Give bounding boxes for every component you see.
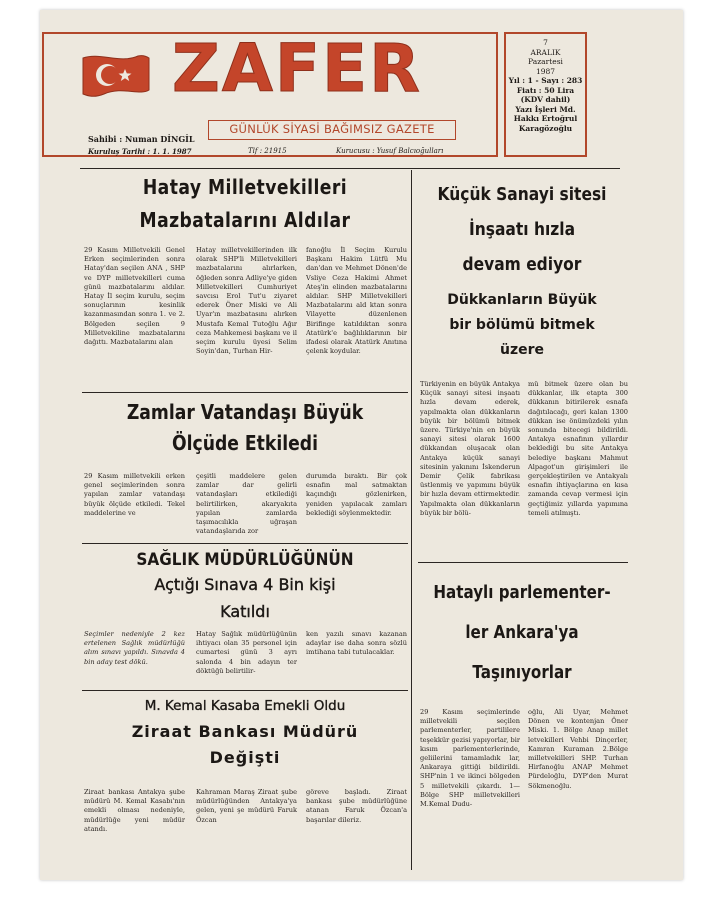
column-divider [411,170,412,870]
founder-line: Kurucusu : Yusuf Balcıoğulları [336,147,444,155]
issue-price: Fiatı : 50 Lira [516,85,575,95]
ziraat-headline-1: M. Kemal Kasaba Emekli Oldu [144,698,346,714]
saglik-headline-3: Katıldı [220,602,270,621]
parlementer-headline-3: Taşınıyorlar [472,662,572,683]
issue-vat: (KDV dahil) [520,95,571,104]
owner-line: Sahibi : Numan DİNGİL [88,134,195,144]
parlementer-headline-1: Hataylı parlementer- [433,582,611,603]
sanayi-subheadline-1: Dükkanların Büyük [447,292,597,308]
ziraat-column-3: göreve başladı. Ziraat bankası şube müdürlüğüne atanan Faruk Özcan'a başarılar dileriz. [306,788,407,824]
sanayi-column-2: mü bitmek üzere olan bu dükkanlar, ilk etapta 300 dükkanın bitirilerek esnafa dağıtılacağı, geri kalan 1300 dükkan ise önümüzdeki yılın sonunda bitecegi bildirildi. Antakya esnafının yıllardır beklediği bu site Antakya belediye başkanı Mahmut Alpagot'un girişimleri ile gerçekleştirilen ve Antakyalı esnafın ihtiyaçlarına en kısa zamanda cevap vermesi için geçtiğimiz yıllarda yapımına temeli atılmıştı. [528,380,628,517]
editor-name-2: Karagözoğlu [518,123,573,133]
hatay-headline-1: Hatay Milletvekilleri [142,175,348,199]
saglik-headline-1: SAĞLIK MÜDÜRLÜĞÜNÜN [136,550,354,570]
zamlar-headline-2: Ölçüde Etkiledi [171,431,318,455]
editor-title: Yazı İşleri Md. [515,104,576,114]
parlementer-column-2: oğlu, Ali Uyar, Mehmet Dönen ve kontenjan Öner Miski. 1. Bölge Anap millet letvekilleri Vehbi Dinçerler, Kamran Kuraman 2.Bölge milletvekilleri SHP. Turhan Hirfanoğlu ANAP Mehmet Pürdeloğlu, DYP'den Murat Sökmenoğlu. [528,708,628,790]
saglik-column-2: Hatay Sağlık müdürlüğünün ihtiyacı olan 35 personel için cumartesi günü 3 ayrı salonda 4 bin adayın ter döktüğü belirtilir- [196,630,297,675]
turkish-flag-icon [80,50,152,102]
divider-parlementer [418,562,628,563]
sanayi-headline-3: devam ediyor [462,254,582,275]
hatay-headline-2: Mazbatalarını Aldılar [139,208,351,232]
divider-ziraat [82,690,408,691]
ziraat-headline-2: Ziraat Bankası Müdürü [131,722,359,741]
sanayi-column-1: Türkiyenin en büyük Antakya Küçük sanayi sitesi inşaatı hızla devam ederek, yapılmakta olan dükkanların büyük bir bölümü bitmek üzere. Türkiye'nin en büyük sanayi sitesi olarak 1600 dükkandan oluşacak olan Antakya küçük sanayi sitesinin yakınını İskenderun Demir Çelik fabrikası üstlenmiş ve yapımını büyük bir hızla devam ettirmektedir. Yapılmakta olan dükkanların büyük bir bölü- [420,380,520,517]
hatay-column-1: 29 Kasım Milletvekili Genel Erken seçimlerinden sonra Hatay'dan seçilen ANA , SHP ve DYP milletvekilleri cuma günü mazbatalarını aldılar. Hatay İl seçim kurulu, seçim sonuçlarının kesinlik kazanmasından sonra 1. ve 2. Bölgeden seçilen 9 Milletvekiline mazbatalarını dağıttı. Mazbatalarını alan [84,246,185,347]
zamlar-column-2: çeşitli maddelere gelen zamlar dar gelirli vatandaşları etkilediği belirtilirken, akaryakıta yapılan zamlarda taşımacılıkla uğraşan vatandaşlarıda zor [196,472,297,536]
founded-line: Kuruluş Tarihi : 1. 1. 1987 [88,147,192,156]
saglik-column-1: Seçimler nedeniyle 2 kez ertelenen Sağlık müdürlüğü alım sınavı yapıldı. Sınavda 4 bin aday test dökü. [84,630,185,666]
issue-month: ARALIK [530,47,561,57]
sanayi-subheadline-2: bir bölümü bitmek [449,317,595,333]
sanayi-headline-1: Küçük Sanayi sitesi [437,184,607,205]
divider-saglik [82,543,408,544]
issue-weekday: Pazartesi [528,57,563,66]
parlementer-column-1: 29 Kasım seçimlerinde milletvekili seçilen parlementerler, partililere teşekkür gezisi yapıyorlar, bir kısım parlementerlerinde, geliilerini tamamladık lar, Ankaraya gittiği bildirildi. SHP'nin 1 ve ikinci bölgeden 5 milletvekili çıkardı. 1—Bölge SHP milletvekilleri M.Kemal Dudu- [420,708,520,809]
parlementer-headline-2: ler Ankara'ya [465,622,579,643]
masthead-divider [80,168,620,169]
hatay-column-2: Hatay milletvekillerinden ilk olarak SHP'li Milletvekilleri mazbatalarını alırlarken, öğleden sonra Adliye'ye giden Milletvekilleri Cumhuriyet savcısı Erol Tut'u ziyaret ederek Öner Miski ve Ali Uyar'ın mazbatasını alırken Mustafa Kemal Tutoğlu Ağır ceza Mahkemesi başkanı ve il seçim kurulu üyesi Selim Soyin'dan, Turhan Hir- [196,246,297,356]
zamlar-column-3: durumda bıraktı. Bir çok esnafın mal satmaktan kaçındığı gözlenirken, yeniden yapılacak zamları beklediği söylenmektedir. [306,472,407,517]
editor-name-1: Hakkı Ertoğrul [513,114,578,123]
ziraat-column-1: Ziraat bankası Antakya şube müdürü M. Kemal Kasabı'nın emekli olması nedeniyle, müdürlüğe yeni müdür atandı. [84,788,185,833]
zamlar-headline-1: Zamlar Vatandaşı Büyük [126,400,364,424]
saglik-column-3: ken yazılı sınavı kazanan adaylar ise daha sonra sözlü imtihana tabi tutulacaklar. [306,630,407,657]
zamlar-column-1: 29 Kasım milletvekili erken genel seçimlerinden sonra yapılan zamlar vatandaşı büyük ölçüde etkiledi. Tekel maddelerine ve [84,472,185,517]
sanayi-headline-2: İnşaatı hızla [468,219,576,240]
issue-year: 1987 [535,66,556,76]
phone-line: Tlf : 21915 [248,147,287,155]
newspaper-slogan: GÜNLÜK SİYASİ BAĞIMSIZ GAZETE [208,120,456,140]
saglik-headline-2: Açtığı Sınava 4 Bin kişi [154,575,336,594]
ziraat-headline-3: Değişti [209,748,281,767]
hatay-column-3: fanoğlu İl Seçim Kurulu Başkanı Hakim Lütfü Mu dan'dan ve Mehmet Dönen'de Vsliye Ceza Hakimi Ahmet Ateş'in elinden mazbatalarını aldılar. SHP Milletvekilleri Mazbatalarını ald ktan sonra Vilayette düzenlenen Birifinge katıldıktan sonra Atatürk'e bağlılıklarının bir ifadesi olarak Atatürk Anıtına çelenk koydular. [306,246,407,356]
issue-info-box [504,32,587,157]
issue-day: 7 [543,38,548,47]
issue-number: Yıl : 1 - Sayı : 283 [508,76,583,85]
divider-zamlar [82,392,408,393]
newspaper-title: ZAFER [172,30,422,107]
sanayi-subheadline-3: üzere [499,342,544,358]
ziraat-column-2: Kahraman Maraş Ziraat şube müdürlüğünden Antakya'ya gelen, yeni şe müdürü Faruk Özcan [196,788,297,824]
